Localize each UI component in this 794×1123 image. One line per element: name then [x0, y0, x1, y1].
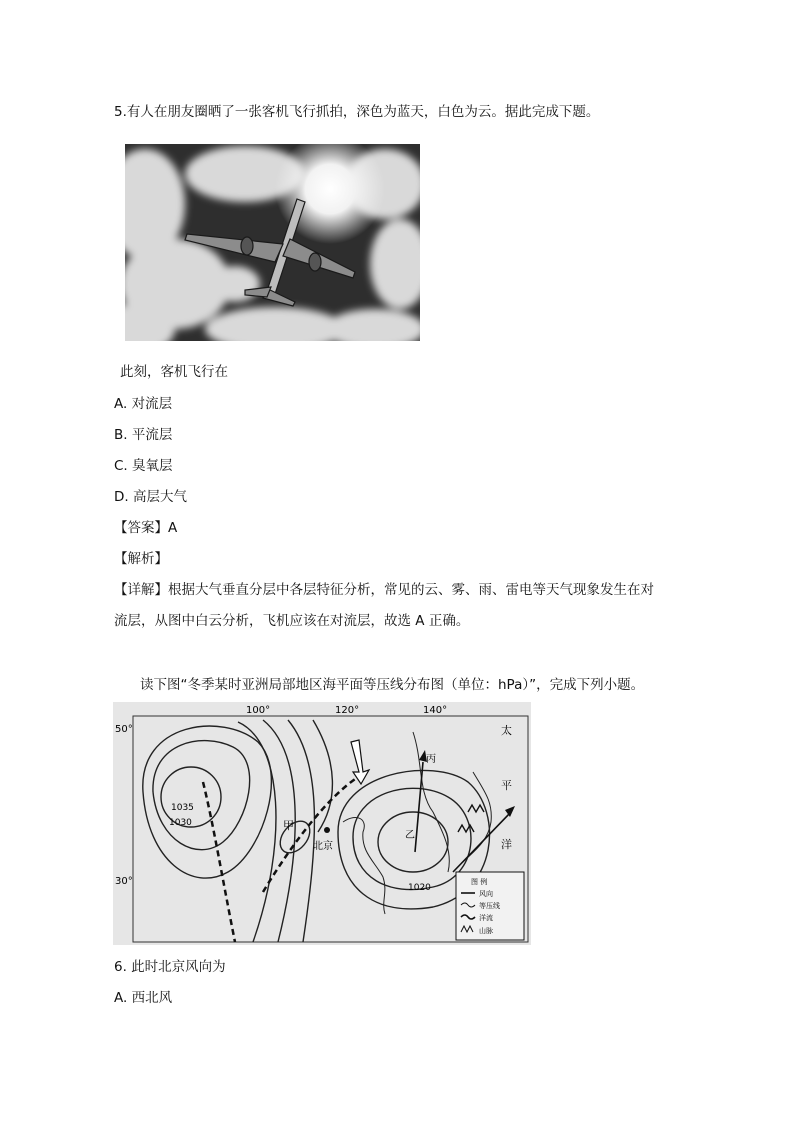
option-d: D. 高层大气 — [114, 489, 187, 505]
isobar-label-1030: 1030 — [169, 818, 192, 828]
ocean-char-3: 洋 — [501, 838, 512, 851]
airplane-image — [125, 144, 420, 341]
legend-title: 图 例 — [471, 878, 488, 886]
detail-line-2: 流层，从图中白云分析，飞机应该在对流层，故选 A 正确。 — [114, 613, 470, 629]
isobar-label-1020: 1020 — [408, 883, 431, 893]
ocean-char-1: 太 — [501, 724, 512, 737]
lon-label-100: 100° — [246, 705, 271, 716]
map-intro: 读下图“冬季某时亚洲局部地区海平面等压线分布图（单位：hPa）”，完成下列小题。 — [140, 677, 645, 693]
lon-label-140: 140° — [423, 705, 448, 716]
isobars — [143, 720, 490, 942]
legend-current: 洋流 — [479, 914, 493, 922]
option-b: B. 平流层 — [114, 427, 173, 443]
isobar-map — [113, 702, 531, 945]
wind-arrow-icon — [351, 740, 369, 784]
place-beijing: 北京 — [313, 841, 333, 852]
lon-label-120: 120° — [335, 705, 360, 716]
legend-isobar: 等压线 — [479, 902, 500, 910]
detail-line-1: 【详解】根据大气垂直分层中各层特征分析，常见的云、雾、雨、雷电等天气现象发生在对 — [114, 582, 654, 598]
question-6-stem: 6. 此时北京风向为 — [114, 959, 226, 975]
isobar-label-1035: 1035 — [171, 803, 194, 813]
place-yi: 乙 — [405, 830, 415, 841]
question-5-prompt: 此刻，客机飞行在 — [120, 364, 228, 380]
beijing-dot — [324, 827, 330, 833]
answer: 【答案】A — [114, 520, 178, 536]
front-line-east — [263, 777, 358, 892]
legend-mountain: 山脉 — [479, 927, 493, 935]
place-bing: 丙 — [426, 754, 436, 765]
ocean-char-2: 平 — [501, 779, 512, 792]
option-c: C. 臭氧层 — [114, 458, 173, 474]
option-a: A. 对流层 — [114, 396, 173, 412]
analysis-label: 【解析】 — [114, 551, 168, 567]
lat-label-50: 50° — [115, 724, 133, 735]
lat-label-30: 30° — [115, 876, 133, 887]
legend-wind: 风向 — [479, 890, 493, 898]
question-5-stem: 5.有人在朋友圈晒了一张客机飞行抓拍，深色为蓝天，白色为云。据此完成下题。 — [114, 104, 600, 120]
q6-option-a: A. 西北风 — [114, 990, 173, 1006]
airplane-photo — [125, 144, 420, 341]
map-legend — [456, 872, 524, 940]
place-jia: 甲 — [283, 819, 294, 832]
current-arrow-icon — [415, 762, 423, 852]
